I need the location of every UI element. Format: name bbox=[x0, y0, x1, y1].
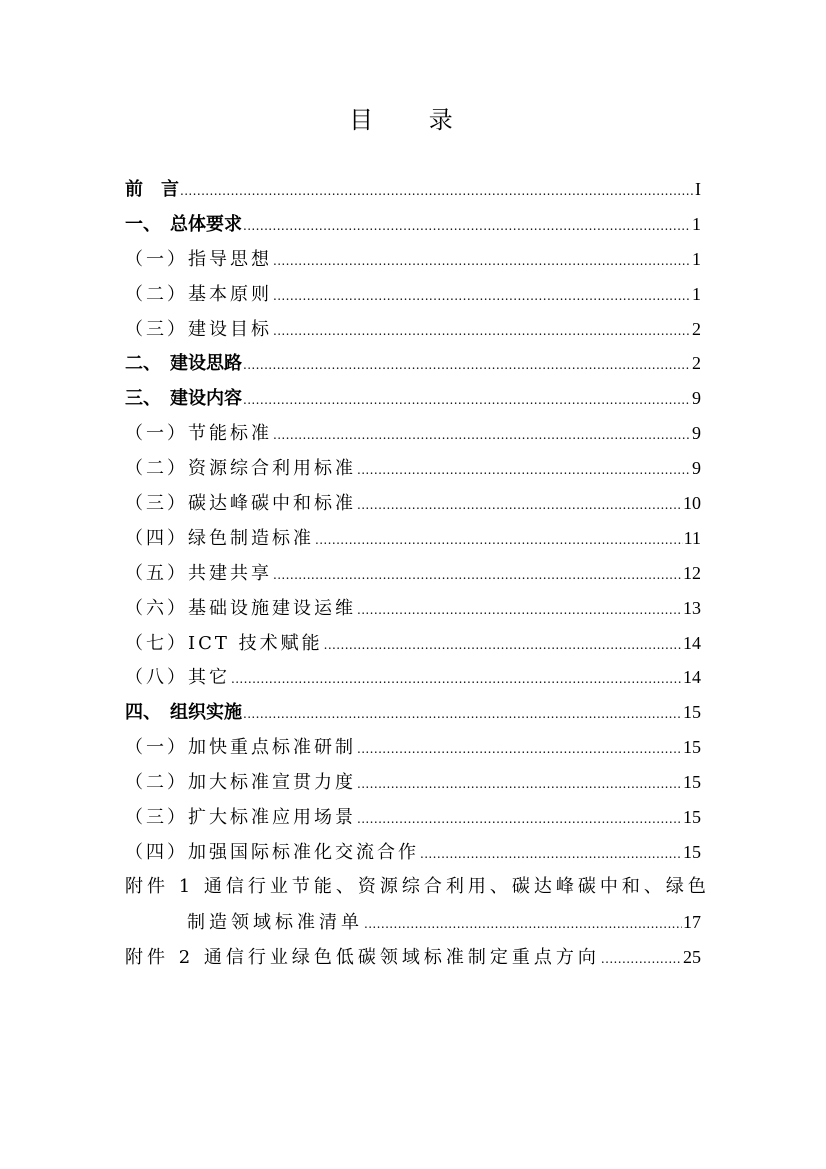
toc-leader-dots bbox=[364, 907, 682, 942]
toc-entry-label: （二）加大标准宣贯力度 bbox=[125, 772, 356, 794]
toc-leader-dots bbox=[357, 593, 682, 628]
toc-page-number: 1 bbox=[692, 283, 701, 304]
toc-page-number: 15 bbox=[683, 737, 701, 758]
toc-page-number: 25 bbox=[683, 946, 701, 967]
toc-page-number: 15 bbox=[683, 807, 701, 828]
toc-page-number: 1 bbox=[692, 248, 701, 269]
toc-page-number: 11 bbox=[683, 527, 701, 548]
toc-page-number: 15 bbox=[683, 702, 701, 723]
toc-page-number: 15 bbox=[683, 841, 701, 862]
toc-leader-dots bbox=[180, 174, 694, 209]
toc-entry-label: （一）节能标准 bbox=[125, 423, 272, 445]
toc-entry-label: （二）资源综合利用标准 bbox=[125, 458, 356, 480]
toc-leader-dots bbox=[273, 314, 691, 349]
toc-leader-dots bbox=[243, 383, 691, 418]
toc-entry[interactable] bbox=[125, 451, 701, 486]
toc-entry-label: 前 言 bbox=[125, 179, 179, 200]
toc-entry[interactable] bbox=[125, 556, 701, 591]
toc-entry-label: （三）碳达峰碳中和标准 bbox=[125, 493, 356, 515]
toc-page-number: 2 bbox=[692, 353, 701, 374]
toc-page-number: 17 bbox=[683, 911, 701, 932]
toc-leader-dots bbox=[243, 697, 682, 732]
toc-page-number: 9 bbox=[692, 423, 701, 444]
toc-entry-label: （五）共建共享 bbox=[125, 562, 272, 584]
toc-page-number: 1 bbox=[692, 213, 701, 234]
toc-entry[interactable] bbox=[125, 416, 701, 451]
toc-entry-label: 四、 组织实施 bbox=[125, 702, 242, 724]
toc-page-number: 12 bbox=[683, 562, 701, 583]
toc-entry[interactable] bbox=[125, 626, 701, 661]
toc-leader-dots bbox=[231, 662, 682, 697]
toc-entry[interactable] bbox=[125, 800, 701, 835]
toc-page-number: 14 bbox=[683, 667, 701, 688]
toc-entry[interactable] bbox=[125, 346, 701, 381]
toc-leader-dots bbox=[273, 418, 691, 453]
toc-entry-label: （三）扩大标准应用场景 bbox=[125, 807, 356, 829]
toc-entry-label: （二）基本原则 bbox=[125, 283, 272, 305]
toc-page-number: 9 bbox=[692, 388, 701, 409]
toc-leader-dots bbox=[357, 767, 682, 802]
toc-leader-dots bbox=[243, 209, 691, 244]
toc-leader-dots bbox=[273, 558, 682, 593]
toc-entry[interactable] bbox=[125, 207, 701, 242]
toc-appendix-label: 附件 2 通信行业绿色低碳领域标准制定重点方向 bbox=[125, 946, 600, 968]
toc-leader-dots bbox=[357, 488, 682, 523]
toc-leader-dots bbox=[315, 523, 683, 558]
toc-page-number: 10 bbox=[683, 493, 701, 514]
toc-entry-label: （七）ICT 技术赋能 bbox=[125, 632, 323, 654]
toc-entry[interactable] bbox=[125, 730, 701, 765]
toc-entry-label: （一）加快重点标准研制 bbox=[125, 737, 356, 759]
toc-entry[interactable] bbox=[125, 660, 701, 695]
toc-page-number: 13 bbox=[683, 597, 701, 618]
toc-entry[interactable] bbox=[125, 695, 701, 730]
toc-page-number: 9 bbox=[692, 458, 701, 479]
toc-entry[interactable] bbox=[125, 521, 701, 556]
toc-page-number: I bbox=[695, 179, 701, 199]
toc-entry[interactable] bbox=[125, 765, 701, 800]
page-title: 目 录 bbox=[349, 106, 477, 134]
toc-entry-label: （四）加强国际标准化交流合作 bbox=[125, 841, 419, 863]
toc-page-number: 15 bbox=[683, 772, 701, 793]
toc-leader-dots bbox=[357, 802, 682, 837]
toc-entry[interactable] bbox=[125, 591, 701, 626]
toc-appendix-label: 附件 1 通信行业节能、资源综合利用、碳达峰碳中和、绿色 bbox=[125, 875, 710, 897]
toc-entry[interactable] bbox=[125, 242, 701, 277]
toc-entry-label: （八）其它 bbox=[125, 667, 230, 689]
toc-entry-label: 三、 建设内容 bbox=[125, 388, 242, 410]
toc-leader-dots bbox=[324, 628, 682, 663]
toc-page-number: 14 bbox=[683, 632, 701, 653]
toc-leader-dots bbox=[243, 348, 691, 383]
toc-appendix-entry[interactable] bbox=[125, 940, 701, 975]
toc-leader-dots bbox=[273, 279, 691, 314]
toc-entry[interactable] bbox=[125, 312, 701, 347]
toc-entry-label: （一）指导思想 bbox=[125, 248, 272, 270]
toc-entry-label: （三）建设目标 bbox=[125, 318, 272, 340]
toc-entry[interactable] bbox=[125, 172, 701, 207]
toc-entry-label: （四）绿色制造标准 bbox=[125, 527, 314, 549]
toc-leader-dots bbox=[357, 453, 691, 488]
toc-entry[interactable] bbox=[125, 381, 701, 416]
toc-page-number: 2 bbox=[692, 318, 701, 339]
toc-leader-dots bbox=[601, 942, 682, 977]
table-of-contents bbox=[125, 172, 710, 974]
toc-entry-label: （六）基础设施建设运维 bbox=[125, 597, 356, 619]
toc-entry[interactable] bbox=[125, 277, 701, 312]
toc-entry-label: 一、 总体要求 bbox=[125, 213, 242, 235]
toc-leader-dots bbox=[273, 244, 691, 279]
toc-entry[interactable] bbox=[125, 835, 701, 870]
toc-entry[interactable] bbox=[125, 486, 701, 521]
toc-appendix-entry-continued[interactable] bbox=[125, 905, 701, 940]
toc-leader-dots bbox=[420, 837, 682, 872]
toc-leader-dots bbox=[357, 732, 682, 767]
toc-appendix-label: 制造领域标准清单 bbox=[187, 911, 363, 933]
toc-entry-label: 二、 建设思路 bbox=[125, 353, 242, 375]
toc-appendix-entry[interactable] bbox=[125, 870, 710, 905]
